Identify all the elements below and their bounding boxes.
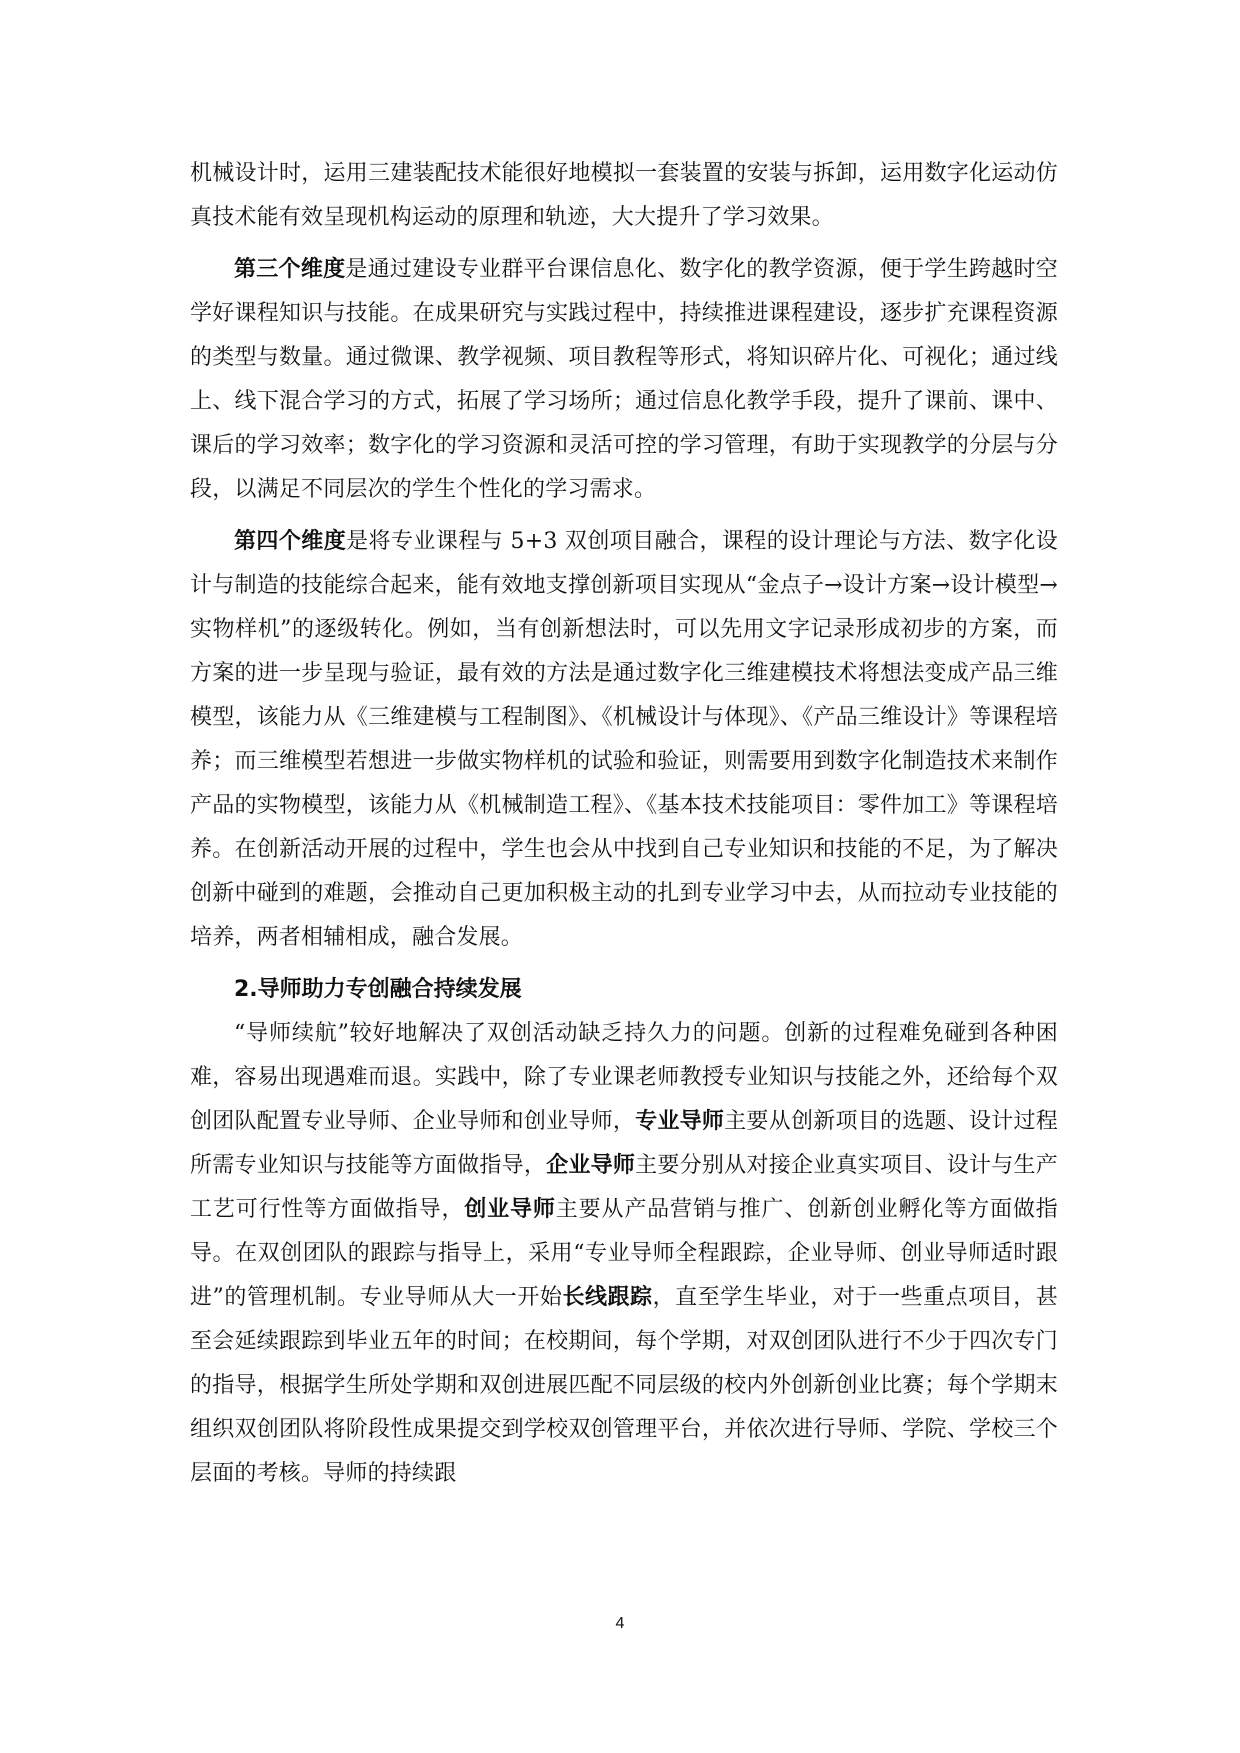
- bold-term-startup-mentor: 创业导师: [464, 1197, 556, 1222]
- bold-term-enterprise-mentor: 企业导师: [546, 1153, 636, 1178]
- paragraph-text: 主要从创新项目的选题、设计过程所需专业知识与技能等方面做指导，: [190, 1109, 1058, 1178]
- document-body: [190, 152, 1058, 1496]
- paragraph-fourth-dimension: [190, 520, 1058, 960]
- paragraph-text: 主要从产品营销与推广、创新创业孵化等方面做指导。在双创团队的跟踪与指导上，采用“专业导师全程跟踪，企业导师、创业导师适时跟进”的管理机制。专业导师从大一开始: [190, 1197, 1058, 1310]
- paragraph-mentor: [190, 1012, 1058, 1496]
- paragraph-text: 是通过建设专业群平台课信息化、数字化的教学资源，便于学生跨越时空学好课程知识与技能。在成果研究与实践过程中，持续推进课程建设，逐步扩充课程资源的类型与数量。通过微课、教学视频、项目教程等形式，将知识碎片化、可视化；通过线上、线下混合学习的方式，拓展了学习场所；通过信息化教学手段，提升了课前、课中、课后的学习效率；数字化的学习资源和灵活可控的学习管理，有助于实现教学的分层与分段，以满足不同层次的学生个性化的学习需求。: [190, 257, 1058, 502]
- paragraph-text: 机械设计时，运用三建装配技术能很好地模拟一套装置的安装与拆卸，运用数字化运动仿真技术能有效呈现机构运动的原理和轨迹，大大提升了学习效果。: [190, 161, 1058, 230]
- paragraph-lead-bold: 第四个维度: [234, 529, 347, 554]
- paragraph-text: 主要分别从对接企业真实项目、设计与生产工艺可行性等方面做指导，: [190, 1153, 1058, 1222]
- paragraph-text: ，直至学生毕业，对于一些重点项目，甚至会延续跟踪到毕业五年的时间；在校期间，每个学期，对双创团队进行不少于四次专门的指导，根据学生所处学期和双创进展匹配不同层级的校内外创新创业比赛；每个学期末组织双创团队将阶段性成果提交到学校双创管理平台，并依次进行导师、学院、学校三个层面的考核。导师的持续跟: [190, 1285, 1058, 1486]
- paragraph-continuation: [190, 152, 1058, 240]
- section-heading: 2.导师助力专创融合持续发展: [234, 977, 522, 1002]
- paragraph-text: 是将专业课程与 5+3 双创项目融合，课程的设计理论与方法、数字化设计与制造的技能综合起来，能有效地支撑创新项目实现从“金点子→设计方案→设计模型→实物样机”的逐级转化。例如，当有创新想法时，可以先用文字记录形成初步的方案，而方案的进一步呈现与验证，最有效的方法是通过数字化三维建模技术将想法变成产品三维模型，该能力从《三维建模与工程制图》、《机械设计与体现》、《产品三维设计》等课程培养；而三维模型若想进一步做实物样机的试验和验证，则需要用到数字化制造技术来制作产品的实物模型，该能力从《机械制造工程》、《基本技术技能项目：零件加工》等课程培养。在创新活动开展的过程中，学生也会从中找到自己专业知识和技能的不足，为了解决创新中碰到的难题，会推动自己更加积极主动的扎到专业学习中去，从而拉动专业技能的培养，两者相辅相成，融合发展。: [190, 529, 1058, 950]
- paragraph-text: “导师续航”较好地解决了双创活动缺乏持久力的问题。创新的过程难免碰到各种困难，容易出现遇难而退。实践中，除了专业课老师教授专业知识与技能之外，还给每个双创团队配置专业导师、企业导师和创业导师，: [190, 1021, 1058, 1134]
- bold-term-professional-mentor: 专业导师: [635, 1109, 725, 1134]
- page-number: 4: [615, 1615, 625, 1632]
- paragraph-lead-bold: 第三个维度: [234, 257, 346, 282]
- paragraph-third-dimension: [190, 248, 1058, 512]
- bold-term-long-tracking: 长线跟踪: [562, 1285, 653, 1310]
